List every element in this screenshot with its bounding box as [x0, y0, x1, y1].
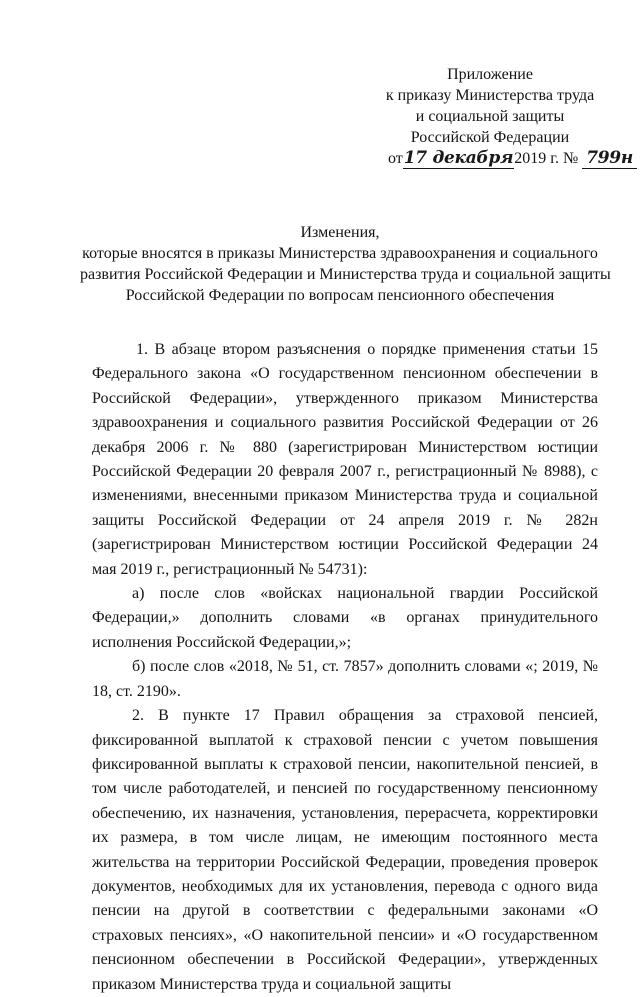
title-line-4: Российской Федерации по вопросам пенсионного обеспечения	[125, 287, 555, 304]
paragraph-1: 1. В абзаце втором разъяснения о порядке применения статьи 15 Федерального закона «О государственном пенсионном обеспечении в Российской Федерации», утвержденного приказом Министерства здравоохранения и социального развития Российской Федерации от 26 декабря 2006 г. № 880 (зарегистрирован Министерством юстиции Российской Федерации 20 февраля 2007 г., регистрационный № 8988), с изменениями, внесенными приказом Министерства труда и социальной защиты Российской Федерации от 24 апреля 2019 г. № 282н (зарегистрирован Министерством юстиции Российской Федерации 24 мая 2019 г., регистрационный № 54731):	[92, 341, 598, 578]
document-title	[80, 222, 611, 306]
paragraph-1b: б) после слов «2018, № 51, ст. 7857» дополнить словами «; 2019, № 18, ст. 2190».	[92, 658, 598, 700]
paragraph-2: 2. В пункте 17 Правил обращения за страховой пенсией, фиксированной выплатой к страховой пенсии с учетом повышения фиксированной выплаты к страховой пенсии, накопительной пенсией, в том числе работодателей, и пенсией по государственному пенсионному обеспечению, их назначения, установления, перерасчета, корректировки их размера, в том числе лицам, не имеющим постоянного места жительства на территории Российской Федерации, проведения проверок документов, необходимых для их установления, перевода с одного вида пенсии на другой в соответствии с федеральными законами «О страховых пенсиях», «О накопительной пенсии» и «О государственном пенсионном обеспечении в Российской Федерации», утвержденных приказом Министерства труда и социальной защиты	[92, 707, 598, 993]
appendix-line-4: Российской Федерации	[410, 129, 570, 146]
appendix-line-3: и социальной защиты	[415, 108, 565, 125]
order-year: 2019 г. №	[514, 150, 579, 167]
order-date-line	[388, 148, 633, 169]
paragraph-1a: а) после слов «войсках национальной гвардии Российской Федерации,» дополнить словами «в органах принудительного исполнения Российской Федерации,»;	[92, 585, 598, 651]
title-line-3: развития Российской Федерации и Министерства труда и социальной защиты	[80, 266, 611, 283]
handwritten-order-date: 17 декабря	[403, 148, 514, 168]
title-line-2: которые вносятся в приказы Министерства здравоохранения и социального	[82, 245, 598, 262]
order-prefix: от	[388, 150, 403, 167]
appendix-title: Приложение	[447, 66, 533, 83]
handwritten-order-number: 799н	[582, 148, 637, 169]
document-body	[92, 338, 598, 997]
appendix-header	[380, 64, 633, 169]
appendix-line-2: к приказу Министерства труда	[385, 87, 595, 104]
title-line-1: Изменения,	[300, 224, 380, 241]
